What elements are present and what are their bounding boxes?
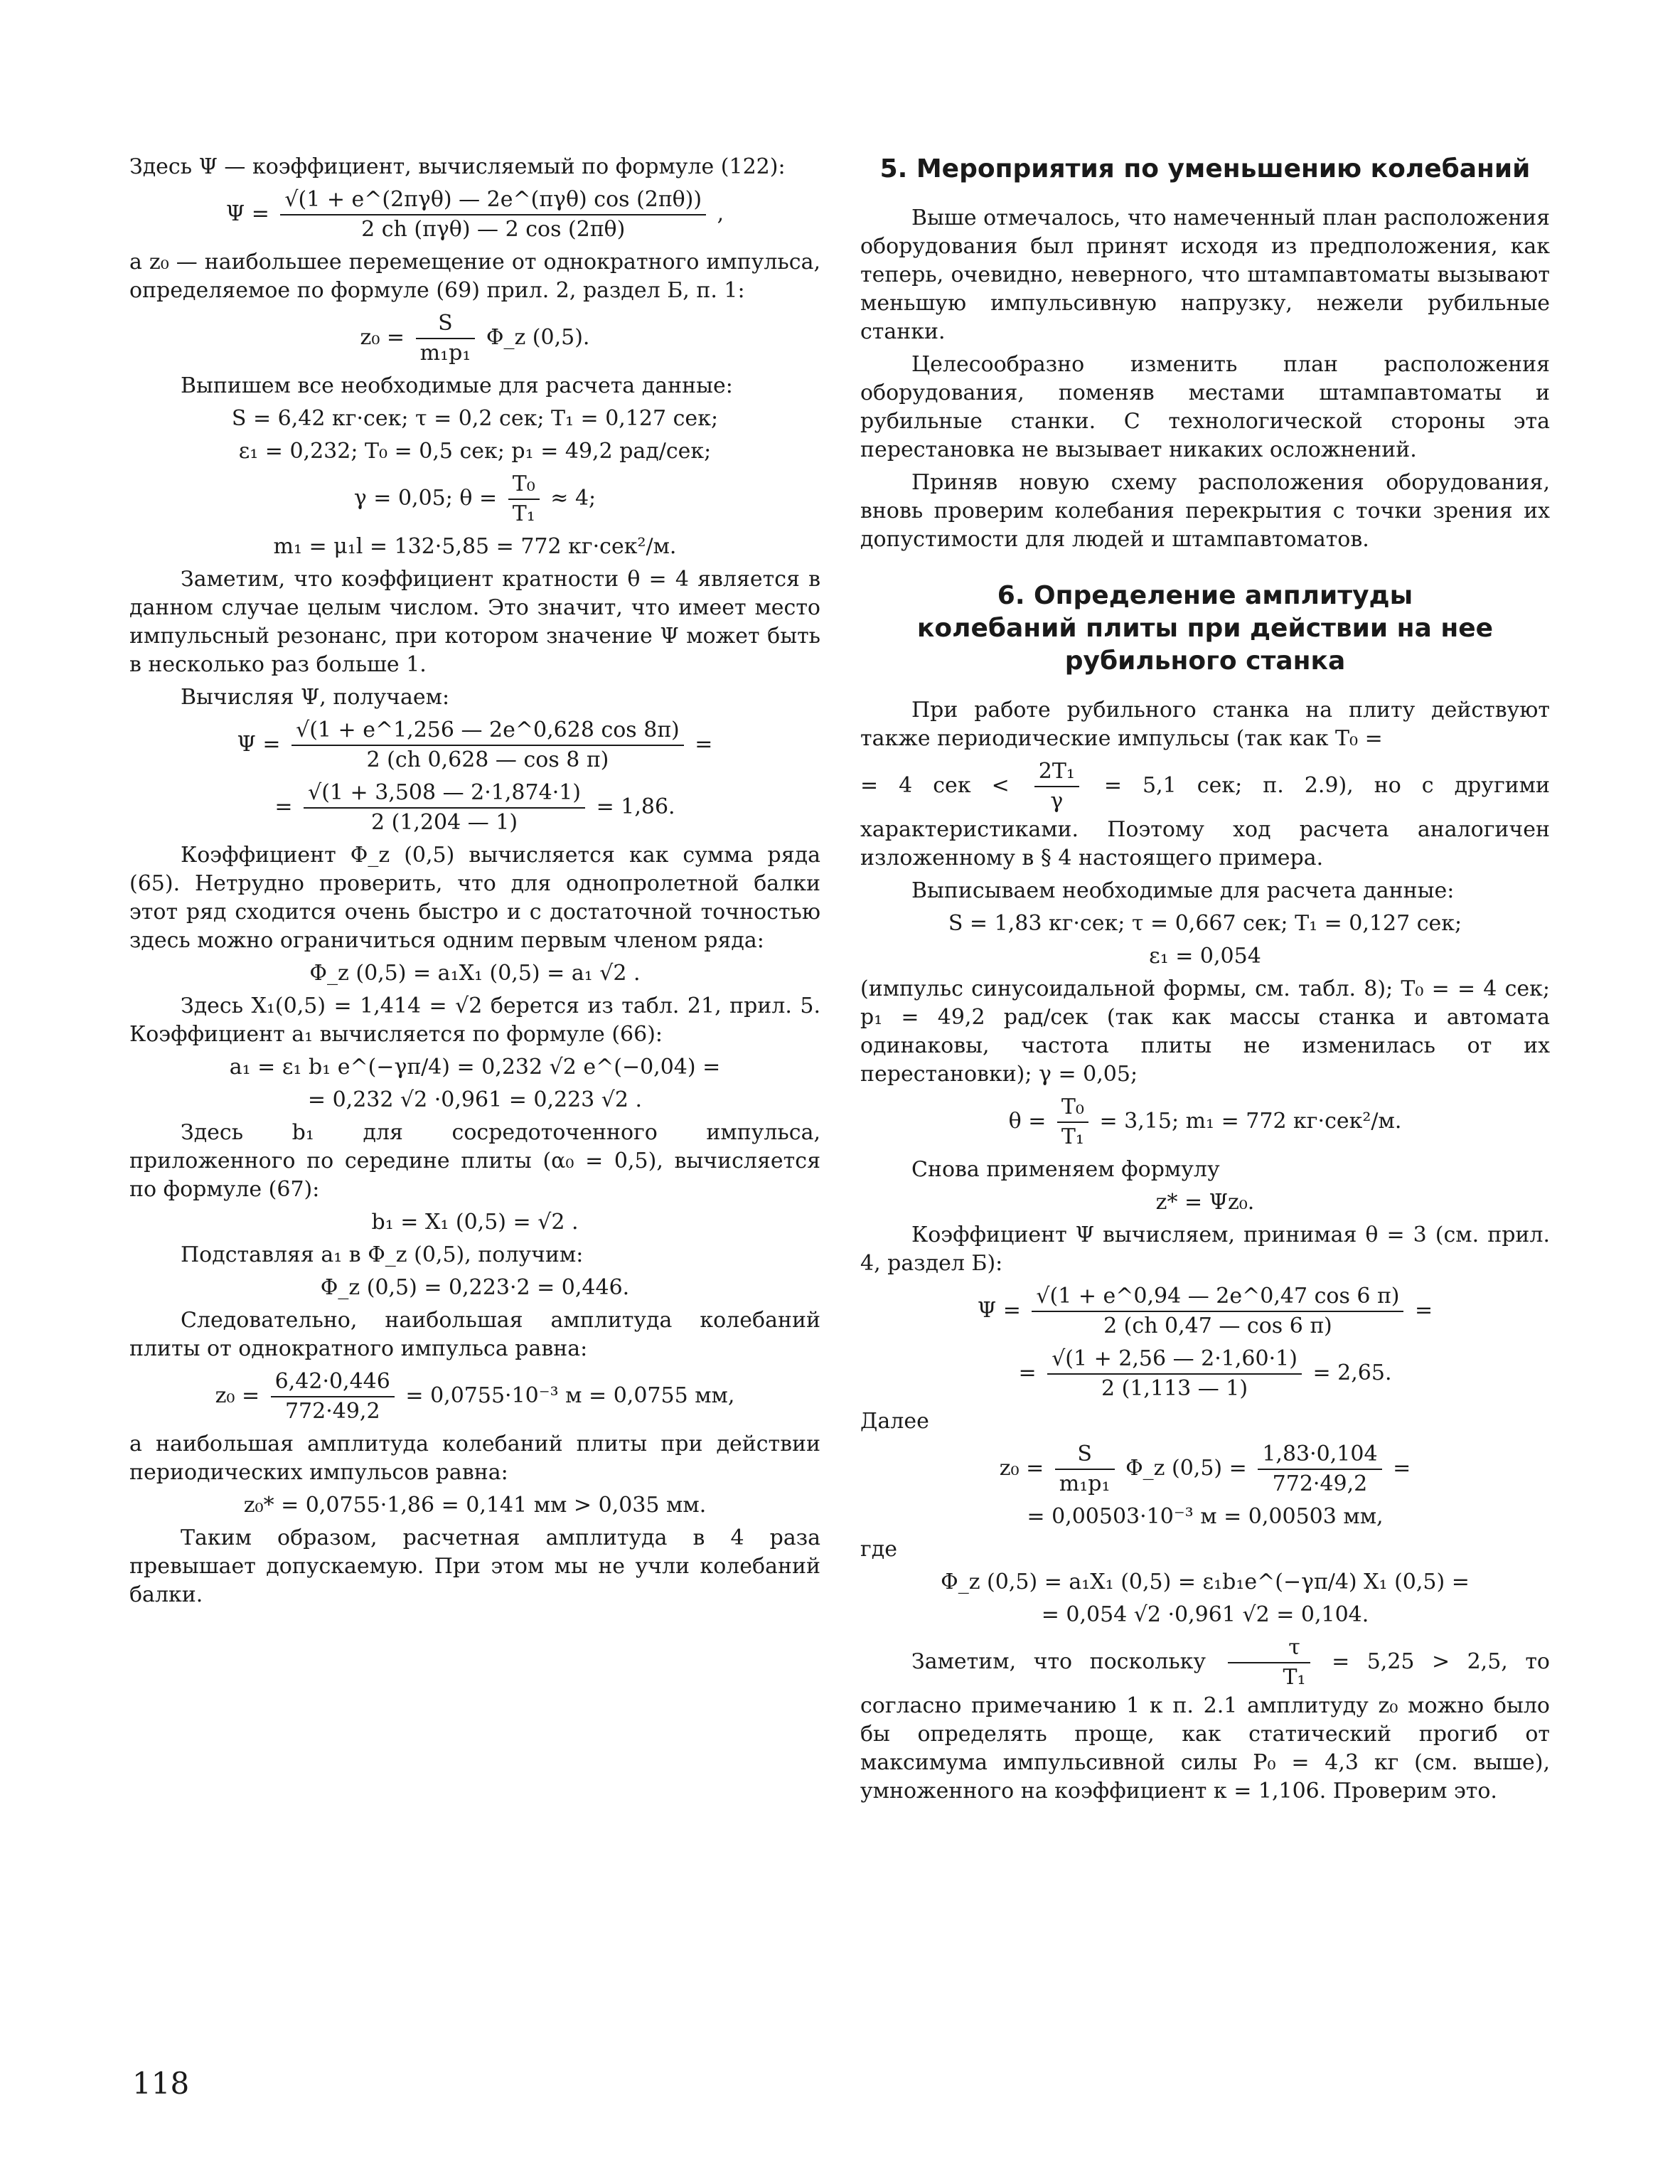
formula-psi-general: Ψ = $\frac{\text{√(1 + e\textasciicircum{}(2πγθ) — 2e\textasciicircum{}(πγθ) cos (2πθ))}}{\text{2 ch (πγθ) — 2 cos (2πθ)}}$ , (129, 186, 820, 244)
paragraph: = 4 сек < $\frac{\text{2T₁}}{\gamma}$ = 5,1 сек; п. 2.9), но с другими характеристиками. Поэтому ход расчета аналогичен изложенному в § 4 настоящего примера. (860, 759, 1550, 870)
formula-phi-line1: Φ_z (0,5) = a₁X₁ (0,5) = ε₁b₁e^(−γπ/4) X₁ (0,5) = (941, 1570, 1470, 1594)
formula-z0-value: z₀ = $\frac{6,42\cdot 0,446}{772\cdot 49,2}$ = 0,0755·10⁻³ м = 0,0755 мм, (215, 1369, 735, 1424)
paragraph: Коэффициент Ψ вычисляем, принимая θ = 3 (см. прил. 4, раздел Б): (860, 1222, 1550, 1276)
paragraph: Заметим, что коэффициент кратности θ = 4 является в данном случае целым числом. Это значит, что имеет место импульсный резонанс, при котором значение Ψ может быть в несколько раз больше 1. (129, 567, 820, 677)
data-line: m₁ = μ₁l = 132·5,85 = 772 кг·сек²/м. (273, 534, 677, 559)
paragraph: Заметим, что поскольку $\frac{\tau}{\text{T₁}}$ = 5,25 > 2,5, то согласно примечанию 1 к п. 2.1 амплитуду z₀ можно было бы определять проще, как статический прогиб от максимума импульсивной силы P₀ = 4,3 кг (см. выше), умноженного на коэффициент κ = 1,106. Проверим это. (860, 1635, 1550, 1804)
paragraph: Следовательно, наибольшая амплитуда колебаний плиты от однократного импульса равна: (129, 1308, 820, 1361)
fraction-numerator: √(1 + e^(2πγθ) — 2e^(πγθ) cos (2πθ)) (280, 186, 706, 215)
paragraph: Целесообразно изменить план расположения оборудования, поменяв местами штампавтоматы и рубильные станки. С технологической стороны эта перестановка не вызывает никаких осложнений. (860, 352, 1550, 462)
formula-psi-2: = $\frac{√(1 + 2,56 — 2\cdot 1,60\cdot 1)}{2 (1,113 — 1)}$ = 2,65. (1018, 1346, 1392, 1401)
formula-b1: b₁ = X₁ (0,5) = √2 . (371, 1210, 579, 1235)
formula-psi-1: Ψ = $\frac{√(1 + e\^{}0,94 — 2e\^{}0,47 \cos 6 \pi)}{2 (ch 0,47 — \cos 6 \pi)}$ = (977, 1284, 1433, 1338)
right-column (860, 153, 1550, 1810)
data-line: ε₁ = 0,232; T₀ = 0,5 сек; p₁ = 49,2 рад/сек; (238, 439, 712, 464)
formula-z0-line2: = 0,00503·10⁻³ м = 0,00503 мм, (1027, 1504, 1384, 1529)
paragraph: Выше отмечалось, что намеченный план расположения оборудования был принят исходя из предположения, как теперь, очевидно, неверного, что штампавтоматы вызывают меньшую импульсивную напрузку, нежели рубильные станки. (860, 206, 1550, 344)
formula-zstar-general: z* = Ψz₀. (1155, 1190, 1255, 1215)
data-line: γ = 0,05; θ = $\frac{\text{T₀}}{\text{T₁}}$ ≈ 4; (353, 472, 596, 526)
paragraph: Выпишем все необходимые для расчета данные: (181, 373, 733, 398)
paragraph: Приняв новую схему расположения оборудования, вновь проверим колебания перекрытия с точки зрения их допустимости для людей и штампавтоматов. (860, 470, 1550, 552)
page-number: 118 (132, 2066, 190, 2101)
data-line: ε₁ = 0,054 (1149, 944, 1261, 969)
paragraph: Подставляя a₁ в Φ_z (0,5), получим: (181, 1242, 584, 1267)
formula-phi-value: Φ_z (0,5) = 0,223·2 = 0,446. (320, 1275, 630, 1300)
paragraph: Коэффициент Φ_z (0,5) вычисляется как сумма ряда (65). Нетрудно проверить, что для однопролетной балки этот ряд сходится очень быстро и с достаточной точностью здесь можно ограничиться одним первым членом ряда: (129, 843, 820, 953)
paragraph: Здесь b₁ для сосредоточенного импульса, приложенного по середине плиты (α₀ = 0,5), вычисляется по формуле (67): (129, 1120, 820, 1202)
fraction-denominator: 2 ch (πγθ) — 2 cos (2πθ) (361, 217, 626, 242)
data-line: θ = $\frac{\text{T₀}}{\text{T₁}}$ = 3,15; m₁ = 772 кг·сек²/м. (1008, 1094, 1402, 1149)
paragraph: Далее (860, 1409, 929, 1434)
paragraph: Вычисляя Ψ, получаем: (181, 685, 450, 710)
paragraph: Таким образом, расчетная амплитуда в 4 раза превышает допускаемую. При этом мы не учли колебаний балки. (129, 1525, 820, 1607)
paragraph: Здесь Ψ — коэффициент, вычисляемый по формуле (122): (129, 154, 786, 179)
formula-z0: z₀ = $\frac{S}{\text{m₁p₁}}$ Φ_z (0,5) = $\frac{1,83\cdot 0,104}{772\cdot 49,2}$ = (999, 1442, 1411, 1496)
paragraph: Снова применяем формулу (911, 1157, 1220, 1182)
data-line: S = 6,42 кг·сек; τ = 0,2 сек; T₁ = 0,127 сек; (231, 406, 719, 431)
formula-a1-line1: a₁ = ε₁ b₁ e^(−γπ/4) = 0,232 √2 e^(−0,04) = (229, 1055, 721, 1080)
formula-phi: Φ_z (0,5) = a₁X₁ (0,5) = a₁ √2 . (309, 961, 641, 986)
formula-psi-1: Ψ = $\frac{√(1 + e\^{}1,256 — 2e\^{}0,628 \cos 8\pi)}{2 (ch 0,628 — \cos 8 \pi)}$ = (237, 718, 713, 772)
paragraph: (импульс синусоидальной формы, см. табл. 8); T₀ = = 4 сек; p₁ = 49,2 рад/сек (так как массы станка и автомата одинаковы, частота плиты не изменилась от их перестановки); γ = 0,05; (860, 976, 1550, 1087)
paragraph: а z₀ — наибольшее перемещение от однократного импульса, определяемое по формуле (69) прил. 2, раздел Б, п. 1: (129, 250, 820, 303)
paragraph: где (860, 1537, 897, 1562)
section-heading-5: 5. Мероприятия по уменьшению колебаний (879, 154, 1531, 183)
section-heading-6: 6. Определение амплитуды колебаний плиты при действии на нее рубильного станка (916, 581, 1494, 676)
paragraph: При работе рубильного станка на плиту действуют также периодические импульсы (так как T₀ = (860, 698, 1550, 751)
formula-zstar: z₀* = 0,0755·1,86 = 0,141 мм > 0,035 мм. (243, 1493, 707, 1518)
formula-phi-line2: = 0,054 √2 ·0,961 √2 = 0,104. (1041, 1602, 1369, 1627)
formula-a1-line2: = 0,232 √2 ·0,961 = 0,223 √2 . (307, 1087, 643, 1112)
paragraph: Здесь X₁(0,5) = 1,414 = √2 берется из табл. 21, прил. 5. Коэффициент a₁ вычисляется по формуле (66): (129, 994, 820, 1047)
data-line: S = 1,83 кг·сек; τ = 0,667 сек; T₁ = 0,127 сек; (948, 911, 1462, 936)
formula-z0-general: z₀ = $\frac{S}{\text{m₁p₁}}$ Φ_z (0,5). (360, 311, 590, 366)
left-column (129, 153, 820, 1614)
paragraph: а наибольшая амплитуда колебаний плиты при действии периодических импульсов равна: (129, 1432, 820, 1485)
formula-psi-2: = $\frac{√(1 + 3,508 — 2\cdot 1,874\cdot 1)}{2 (1,204 — 1)}$ = 1,86. (274, 780, 675, 835)
paragraph: Выписываем необходимые для расчета данные: (911, 878, 1455, 903)
